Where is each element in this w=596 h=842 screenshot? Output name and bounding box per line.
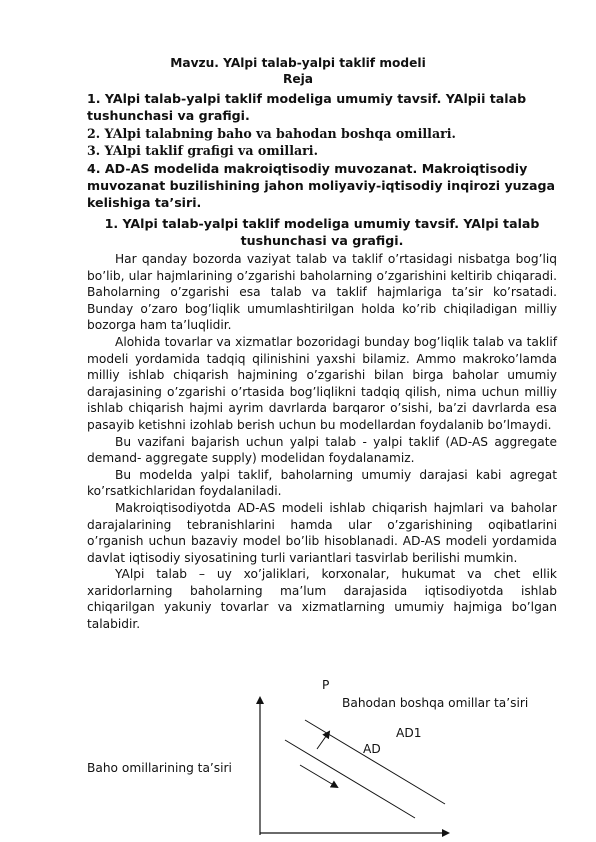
paragraph-1: Har qanday bozorda vaziyat talab va taklif o’rtasidagi nisbatga bog’liq bo’lib, ular hajmlarining o’zgarishi baholarning o’zgarishini keltirib chiqaradi. Baholarning o’zgarishi esa talab va taklif hajmlariga ta’sir ko’rsatadi. Bunday o’zaro bog’liqlik umumlashtirilgan holda ko’rib chiqiladigan milliy bozorga ham ta’luqlidir. bbox=[87, 252, 557, 333]
plan-list bbox=[87, 90, 557, 212]
body-text bbox=[87, 251, 557, 633]
label-nonprice-factors: Bahodan boshqa omillar ta’siri bbox=[342, 696, 529, 710]
plan-heading: Reja bbox=[282, 72, 314, 86]
paragraph-2: Alohida tovarlar va xizmatlar bozoridagi bunday bog’liqlik talab va taklif modeli yordamida tadqiq qilinishini yaxshi bilamiz. Ammo makroko’lamda milliy ishlab chiqarish hajmining o’zgarishi bilan birga baholar umumiy darajasining o’zgarishi o’rtasida bog’liqlikni tadqiq qilish, nima uchun milliy ishlab chiqarish hajmi ayrim davrlarda barqaror o’sishi, ba’zi davrlarda esa pasayib ketishni izohlab berish uchun bu modellardan foydalanib bo’lmaydi. bbox=[87, 334, 557, 432]
paragraph-6: YAlpi talab – uy xo’jaliklari, korxonalar, hukumat va chet ellik xaridorlarning baholarning ma’lum darajasida iqtisodiyotda ishlab chiqarilgan yakuniy tovarlar va xizmatlarning umumiy hajmiga bo’lgan talabidir. bbox=[87, 567, 557, 632]
paragraph-3: Bu vazifani bajarish uchun yalpi talab - yalpi taklif (AD-AS aggregate demand- aggregate supply) modelidan foydalanamiz. bbox=[87, 434, 557, 466]
section-heading: 1. YAlpi talab-yalpi taklif modeliga umumiy tavsif. YAlpi talab tushunchasi va grafigi. bbox=[104, 216, 540, 249]
plan-item-4: 4. AD-AS modelida makroiqtisodiy muvozanat. Makroiqtisodiy muvozanat buzilishining jahon moliyaviy-iqtisodiy inqirozi yuzaga kelishiga ta’siri. bbox=[87, 160, 555, 211]
plan-item-2: 2. YAlpi talabning baho va bahodan boshqa omillari. bbox=[87, 125, 456, 141]
ad-curve bbox=[285, 740, 415, 818]
ad1-curve bbox=[305, 720, 445, 804]
ad-shift-diagram bbox=[240, 690, 460, 840]
document-title: Mavzu. YAlpi talab-yalpi taklif modeli bbox=[170, 56, 426, 70]
plan-item-3: 3. YAlpi taklif grafigi va omillari. bbox=[87, 143, 318, 159]
shift-arrow bbox=[317, 732, 329, 749]
paragraph-4: Bu modelda yalpi taklif, baholarning umumiy darajasi kabi agregat ko’rsatkichlaridan foydalaniladi. bbox=[87, 467, 557, 499]
label-ad1: AD1 bbox=[396, 726, 422, 740]
plan-item-1: 1. YAlpi talab-yalpi taklif modeliga umumiy tavsif. YAlpii talab tushunchasi va grafigi. bbox=[87, 91, 527, 124]
axis-label-p: P bbox=[322, 678, 330, 692]
paragraph-5: Makroiqtisodiyotda AD-AS modeli ishlab chiqarish hajmlari va baholar darajalarining tebranishlarini hamda ular o’zgarishining oqibatlarini o’rganish uchun bazaviy model bo’lib hisoblanadi. AD-AS modeli yordamida davlat iqtisodiy siyosatining turli variantlari tasvirlab berilishi mumkin. bbox=[87, 500, 557, 565]
label-ad: AD bbox=[363, 742, 381, 756]
label-price-factors: Baho omillarining ta’siri bbox=[87, 761, 232, 775]
